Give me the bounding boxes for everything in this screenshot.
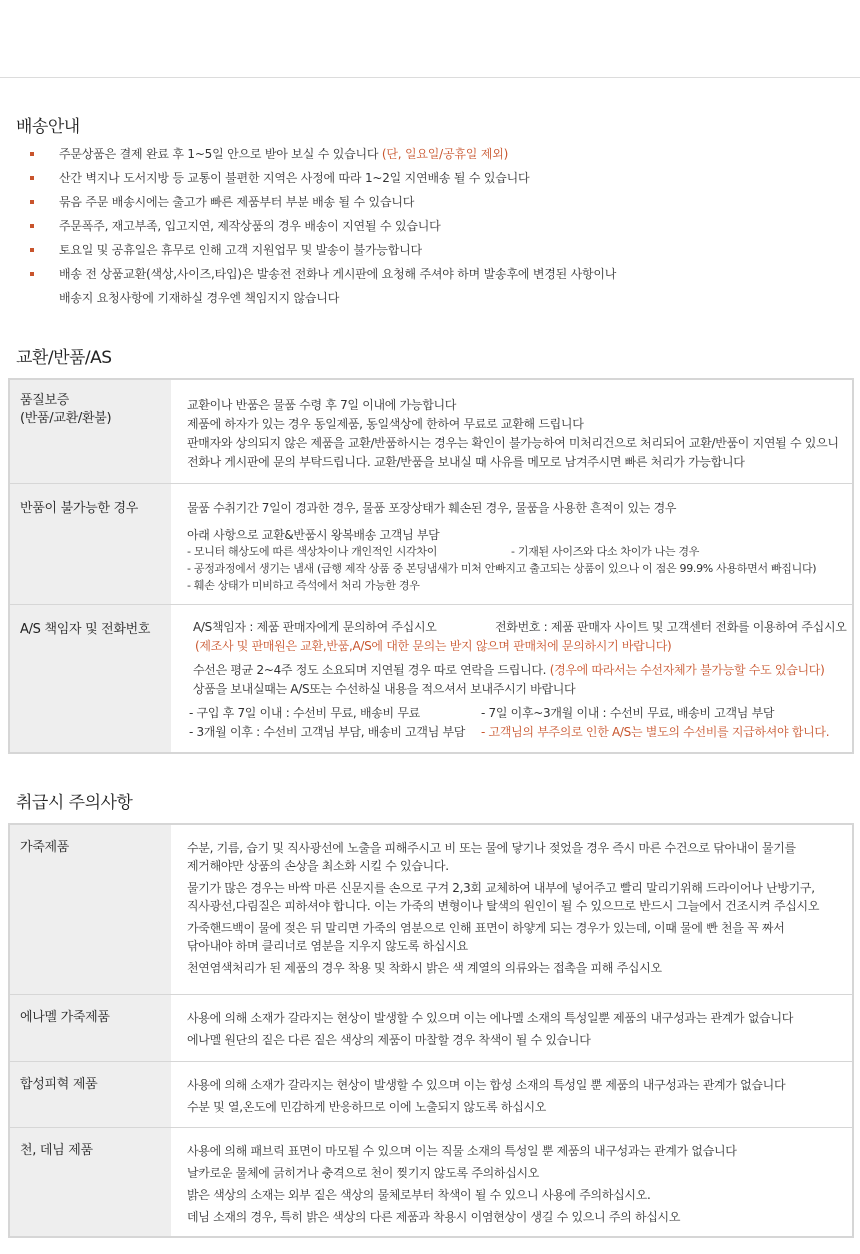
list-item: 산간 벽지나 도서지방 등 교통이 불편한 지역은 사정에 따라 1~2일 지연배송 될 수 있습니다 (44, 166, 616, 190)
bullet-icon (30, 176, 34, 180)
care-text: 수분, 기름, 습기 및 직사광선에 노출을 피해주시고 비 또는 물에 닿기나 젖었을 경우 즉시 마른 수건으로 닦아내이 물기를 (187, 841, 796, 855)
list-item: 주문상품은 결제 완료 후 1~5일 안으로 받아 보실 수 있습니다 (단, 일요일/공휴일 제외) (44, 142, 616, 166)
row-body: 교환이나 반품은 물품 수령 후 7일 이내에 가능합니다 제품에 하자가 있는 경우 동일제품, 동일색상에 한하여 무료로 교환해 드립니다 판매자와 상의되지 않은 제품을 교환/반품하시는 경우는 확인이 불가능하여 미처리건으로 처리되어 교환/반품이 지연될 수 있으니 전화나 게시판에 문의 부탁드립니다. 교환/반품을 보내실 때 사유를 메모로 남겨주시면 빠른 처리가 가능합니다 (171, 379, 853, 483)
row-body (171, 824, 853, 994)
care-text: 물기가 많은 경우는 바싹 마른 신문지를 손으로 구겨 2,3회 교체하여 내부에 넣어주고 빨리 말리기위해 드라이어나 난방기구, (187, 881, 815, 895)
table-row (9, 604, 853, 753)
table-row (9, 1127, 853, 1237)
row-body: A/S책임자 : 제품 판매자에게 문의하여 주십시오 전화번호 : 제품 판매자 사이트 및 고객센터 전화를 이용하여 주십시오 (제조사 및 판매원은 교환,반품,A/S에 대한 문의는 받지 않으며 판매처에 문의하시기 바랍니다) 수선은 평균 2~4주 정도 소요되며 지연될 경우 따로 연락을 드립니다. (경우에 따라서는 수선자체가 불가능할 수도 있습니다) 상품을 보내실때는 A/S또는 수선하실 내용을 적으셔서 보내주시기 바랍니다 - 구입 후 7일 이내 : 수선비 무료, 배송비 무료 - 7일 이후~3개월 이내 : 수선비 무료, 배송비 고객님 부담 - 3개월 이후 : 수선비 고객님 부담, 배송비 고객님 부담 - 고객님의 부주의로 인한 A/S는 별도의 수선비를 지급하셔야 합니다. (171, 604, 853, 753)
exchange-table (8, 378, 854, 754)
row-head: 품질보증 (반품/교환/환불) (9, 379, 171, 483)
table-row (9, 483, 853, 604)
care-table (8, 823, 854, 1238)
bullet-icon (30, 224, 34, 228)
table-row (9, 1061, 853, 1127)
row-head: 합성피혁 제품 (9, 1061, 171, 1127)
care-text: 가죽핸드백이 물에 젖은 뒤 말리면 가죽의 염분으로 인해 표면이 하얗게 되는 경우가 있는데, 이때 물에 빤 천을 꼭 짜서 (187, 921, 785, 935)
delivery-title: 배송안내 (16, 117, 80, 137)
care-text: 직사광선,다림질은 피하셔야 합니다. 이는 가죽의 변형이나 탈색의 원인이 될 수 있으므로 반드시 그늘에서 건조시켜 주십시오 (187, 899, 820, 913)
row-body (171, 1061, 853, 1127)
exchange-title: 교환/반품/AS (16, 348, 112, 368)
list-item: 주문폭주, 재고부족, 입고지연, 제작상품의 경우 배송이 지연될 수 있습니다 (44, 214, 616, 238)
care-title: 취급시 주의사항 (16, 793, 133, 813)
row-head: 에나멜 가죽제품 (9, 994, 171, 1061)
bullet-icon (30, 272, 34, 276)
row-body: 물품 수취기간 7일이 경과한 경우, 물품 포장상태가 훼손된 경우, 물품을 사용한 흔적이 있는 경우 아래 사항으로 교환&반품시 왕복배송 고객님 부담 - 모니터 해상도에 따른 색상차이나 개인적인 시각차이 - 기재된 사이즈와 다소 차이가 나는 경우 - 공정과정에서 생기는 냄새 (급행 제작 상품 중 본딩냄새가 미처 안빠지고 출고되는 상품이 있으나 이 점은 99.9% 사용하면서 빠집니다) - 훼손 상태가 미비하고 즉석에서 처리 가능한 경우 (171, 483, 853, 604)
care-text: 밝은 색상의 소재는 외부 짙은 색상의 물체로부터 착색이 될 수 있으니 사용에 주의하십시오. (187, 1187, 651, 1202)
table-row (9, 994, 853, 1061)
care-text: 천연염색처리가 된 제품의 경우 착용 및 착화시 밝은 색 계열의 의류와는 접촉을 피해 주십시오 (187, 961, 662, 975)
care-text: 사용에 의해 소재가 갈라지는 현상이 발생할 수 있으며 이는 합성 소재의 특성일 뿐 제품의 내구성과는 관계가 없습니다 (187, 1077, 786, 1092)
delivery-list (44, 142, 616, 310)
care-text: 날카로운 물체에 긁히거나 충격으로 천이 찢기지 않도록 주의하십시오 (187, 1165, 540, 1180)
care-text: 사용에 의해 패브릭 표면이 마모될 수 있으며 이는 직물 소재의 특성일 뿐 제품의 내구성과는 관계가 없습니다 (187, 1143, 737, 1158)
list-item: 배송 전 상품교환(색상,사이즈,타입)은 발송전 전화나 게시판에 요청해 주셔야 하며 발송후에 변경된 사항이나 (44, 262, 616, 286)
row-body (171, 994, 853, 1061)
care-text: 수분 및 열,온도에 민감하게 반응하므로 이에 노출되지 않도록 하십시오 (187, 1099, 547, 1114)
table-row (9, 824, 853, 994)
top-divider (0, 77, 860, 78)
list-item: 토요일 및 공휴일은 휴무로 인해 고객 지원업무 및 발송이 불가능합니다 (44, 238, 616, 262)
care-text: 에나멜 원단의 짙은 다른 짙은 색상의 제품이 마찰할 경우 착색이 될 수 있습니다 (187, 1032, 591, 1047)
list-item-continuation: 배송지 요청사항에 기재하실 경우엔 책임지지 않습니다 (59, 291, 340, 305)
care-text: 제거해야만 상품의 손상을 최소화 시킬 수 있습니다. (187, 859, 449, 873)
list-item: 묶음 주문 배송시에는 출고가 빠른 제품부터 부분 배송 될 수 있습니다 (44, 190, 616, 214)
care-text: 데님 소재의 경우, 특히 밝은 색상의 다른 제품과 착용시 이염현상이 생길 수 있으니 주의 하십시오 (187, 1209, 681, 1224)
row-head: 가죽제품 (9, 824, 171, 994)
care-text: 닦아내야 하며 클리너로 염분을 지우지 않도록 하십시요 (187, 939, 468, 953)
row-head: 반품이 불가능한 경우 (9, 483, 171, 604)
row-head: 천, 데님 제품 (9, 1127, 171, 1237)
care-text: 사용에 의해 소재가 갈라지는 현상이 발생할 수 있으며 이는 에나멜 소재의 특성일뿐 제품의 내구성과는 관계가 없습니다 (187, 1010, 794, 1025)
row-body (171, 1127, 853, 1237)
bullet-icon (30, 152, 34, 156)
bullet-icon (30, 248, 34, 252)
table-row (9, 379, 853, 483)
row-head: A/S 책임자 및 전화번호 (9, 604, 171, 753)
bullet-icon (30, 200, 34, 204)
